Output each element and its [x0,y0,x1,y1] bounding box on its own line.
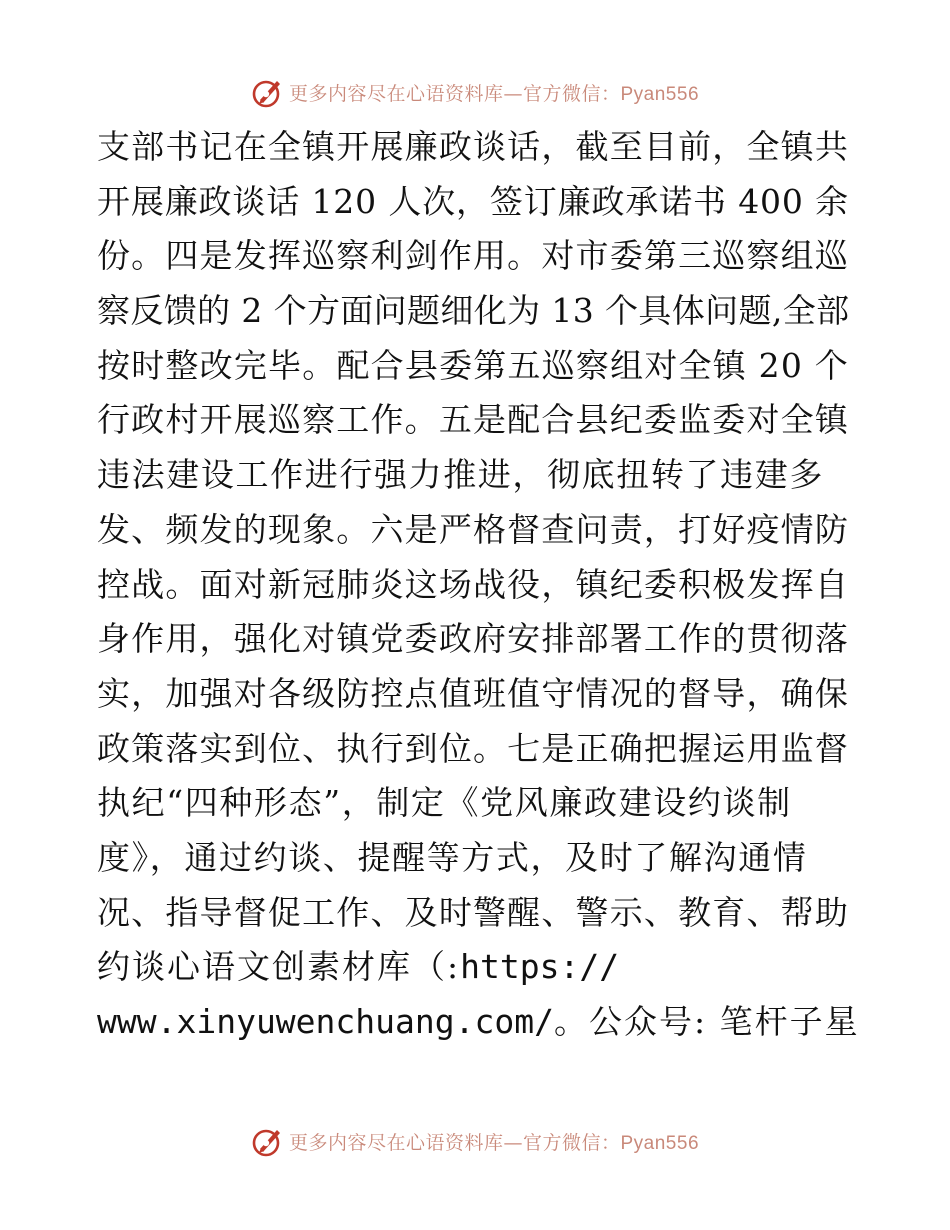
banner-text [289,1128,699,1155]
text-line: 支部书记在全镇开展廉政谈话，截至目前，全镇共 [97,127,849,166]
text-line: 况、指导督促工作、及时警醒、警示、教育、帮助 [97,892,849,932]
wechat-id: Pyan556 [620,1132,700,1154]
text-line: 察反馈的 2 个方面问题细化为 13 个具体问题,全部 [97,291,850,331]
text-line: 实，加强对各级防控点值班值守情况的督导，确保 [97,673,849,713]
website-url-part: www.xinyuwenchuang.com/ [97,1002,554,1041]
footer-banner [0,1119,950,1163]
text-line: 行政村开展巡察工作。五是配合县纪委监委对全镇 [97,400,849,440]
banner-label: 更多内容尽在心语资料库—官方微信： [288,82,621,105]
text-line: 份。四是发挥巡察利剑作用。对市委第三巡察组巡 [97,236,849,276]
text-line: 身作用，强化对镇党委政府安排部署工作的贯彻落 [97,619,849,659]
text-line: 发、频发的现象。六是严格督查问责，打好疫情防 [97,509,849,549]
quill-pen-logo-icon [251,1124,285,1158]
text-line: 度》，通过约谈、提醒等方式，及时了解沟通情 [97,837,808,877]
document-body [97,120,860,1050]
website-url-part: https:// [460,947,620,987]
banner-label: 更多内容尽在心语资料库—官方微信： [288,1131,621,1154]
header-banner [0,70,950,114]
text-line: 执纪“四种形态”，制定《党风廉政建设约谈制 [97,783,792,823]
text-line: 违法建设工作进行强力推进，彻底扭转了违建多 [97,455,824,495]
text-line [97,940,857,995]
wechat-id: Pyan556 [620,83,700,105]
quill-pen-logo-icon [251,75,285,109]
text-line [97,995,860,1050]
line-text: 。公众号: 笔杆子星 [553,1002,860,1041]
text-line: 按时整改完毕。配合县委第五巡察组对全镇 20 个 [97,345,849,385]
text-line: 政策落实到位、执行到位。七是正确把握运用监督 [97,728,849,768]
text-line: 控战。面对新冠肺炎这场战役，镇纪委积极发挥自 [97,564,849,604]
text-line: 开展廉政谈话 120 人次，签订廉政承诺书 400 余 [97,181,849,221]
line-text: 约谈心语文创素材库（: [97,947,461,987]
banner-text [289,79,699,106]
